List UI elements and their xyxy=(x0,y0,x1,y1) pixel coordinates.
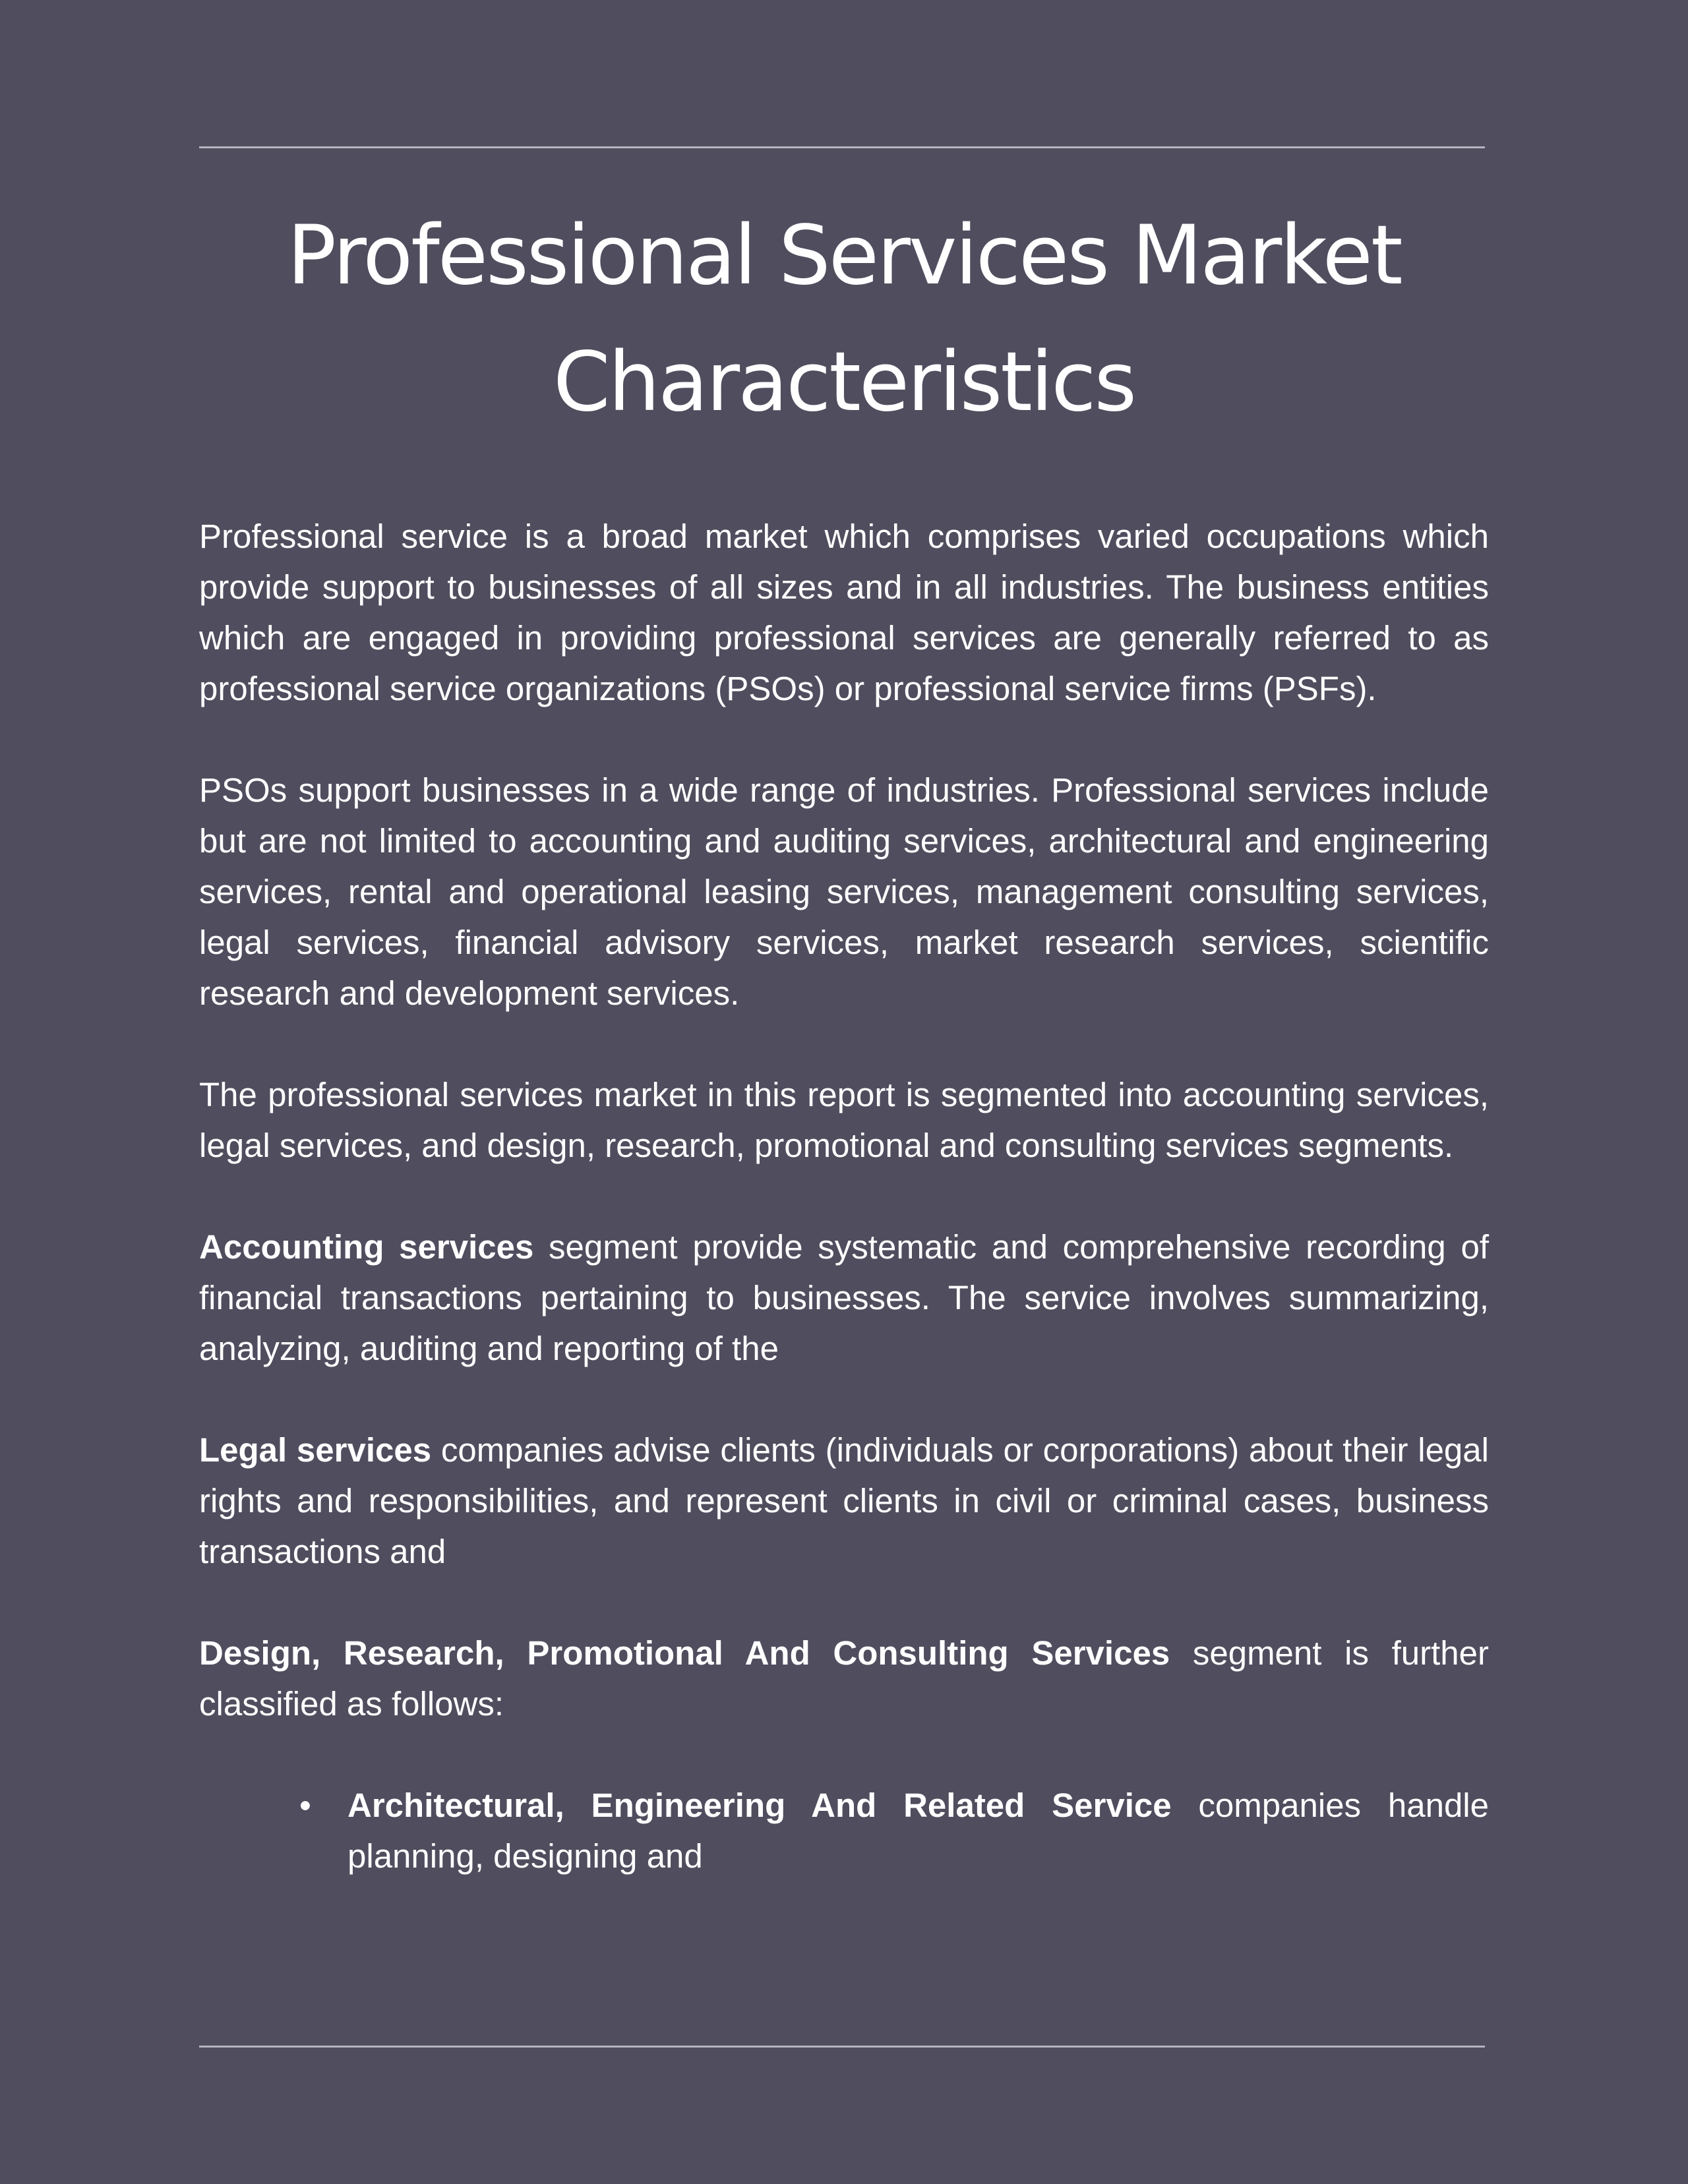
design-text: segment is further classified as follows: xyxy=(199,1634,1489,1723)
architectural-text: companies handle planning, designing and xyxy=(347,1786,1490,1875)
segment-list xyxy=(199,1780,1489,1881)
page-title: Professional Services Market Characteristics xyxy=(287,208,1401,430)
paragraph-segmentation: The professional services market in this report is segmented into accounting services, legal services, and design, research, promotional and consulting services segments. xyxy=(199,1076,1489,1164)
paragraph-accounting xyxy=(199,1222,1489,1374)
bottom-divider xyxy=(199,2046,1485,2048)
paragraph-pso-support: PSOs support businesses in a wide range of industries. Professional services include but are not limited to accounting and auditing services, architectural and engineering services, rental and operational leasing services, management consulting services, legal services, financial advisory services, market research services, scientific research and development services. xyxy=(199,771,1489,1012)
architectural-heading: Architectural, Engineering And Related Service xyxy=(347,1786,1172,1824)
paragraph-legal xyxy=(199,1425,1489,1577)
paragraph-design xyxy=(199,1628,1489,1729)
design-heading: Design, Research, Promotional And Consulting Services xyxy=(199,1634,1170,1672)
accounting-heading: Accounting services xyxy=(199,1228,534,1266)
document-body xyxy=(199,511,1489,1881)
top-divider xyxy=(199,146,1485,148)
bullet-icon: • xyxy=(299,1786,311,1824)
legal-text: companies advise clients (individuals or corporations) about their legal rights and responsibilities, and represent clients in civil or criminal cases, business transactions and xyxy=(199,1431,1489,1570)
list-item xyxy=(199,1780,1489,1881)
accounting-text: segment provide systematic and comprehensive recording of financial transactions pertaining to businesses. The service involves summarizing, analyzing, auditing and reporting of the xyxy=(199,1228,1489,1367)
legal-heading: Legal services xyxy=(199,1431,432,1469)
paragraph-intro: Professional service is a broad market which comprises varied occupations which provide support to businesses of all sizes and in all industries. The business entities which are engaged in providing professional services are generally referred to as professional service organizations (PSOs) or professional service firms (PSFs). xyxy=(199,517,1489,707)
